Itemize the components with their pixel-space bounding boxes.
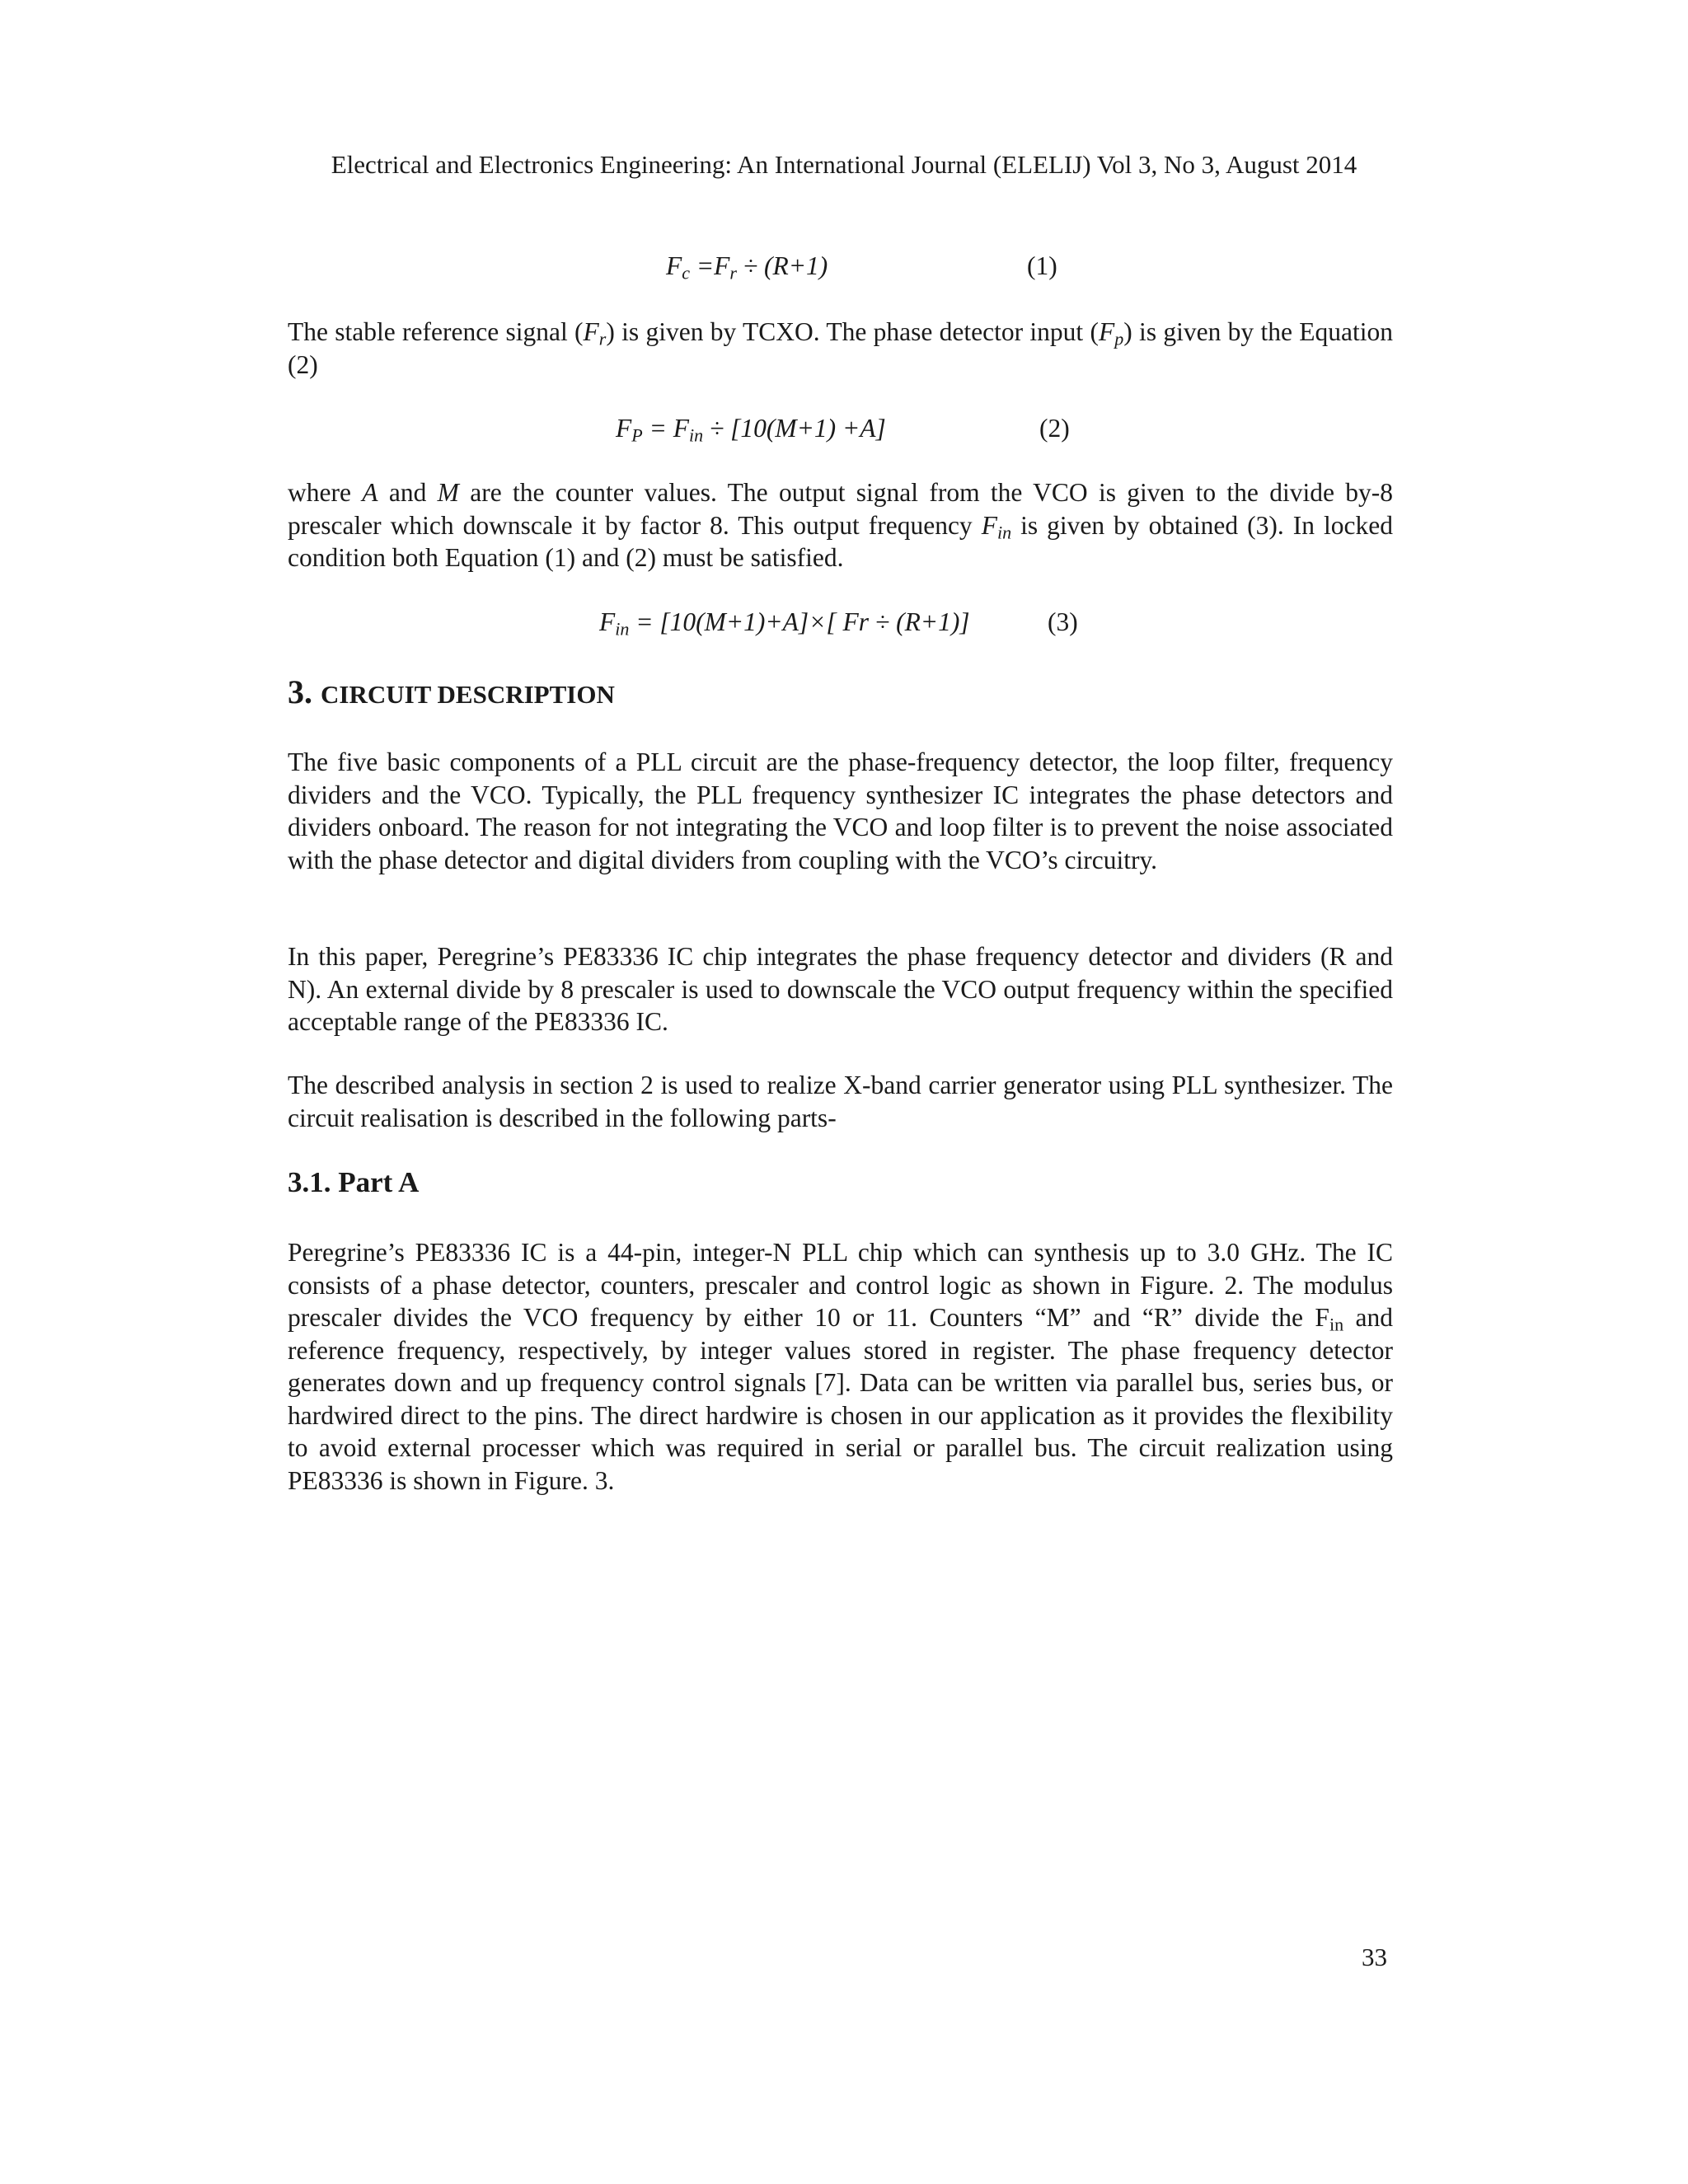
eq3-rhs: = [10(M+1)+A]×[ Fr ÷ (R+1)] (629, 607, 970, 636)
var-fr: $F_r$ (583, 317, 607, 349)
equation-3 (599, 606, 970, 639)
equation-1 (666, 250, 828, 283)
eq2-mid: = F (642, 414, 689, 443)
paragraph-pll-components: The five basic components of a PLL circuit are the phase-frequency detector, the loop filter, frequency dividers and the VCO. Typically, the PLL frequency synthesizer IC integrates the phase detectors and dividers onboard. The reason for not integrating the VCO and loop filter is to prevent the noise associated with the phase detector and digital dividers from coupling with the VCO’s circuitry. (288, 748, 1393, 874)
var-fp: $F_p$ (1098, 317, 1124, 349)
subsection-heading-part-a: 3.1. Part A (288, 1166, 420, 1198)
section-heading-circuit-description (288, 673, 615, 711)
equation-2 (616, 412, 886, 445)
p2-text-3: are the counter values. The output signal from the VCO is given to the divide by-8 prescaler which downscale it by factor 8. This output frequency (288, 478, 1394, 540)
eq2-rhs: ÷ [10(M+1) +A] (703, 414, 886, 443)
equation-1-number: (1) (1027, 251, 1057, 280)
p1-text-1: The stable reference signal ( (288, 317, 584, 346)
paragraph-pe83336-overview: In this paper, Peregrine’s PE83336 IC chip integrates the phase frequency detector and dividers (R and N). An external divide by 8 prescaler is used to downscale the VCO output frequency within the specified acceptable range of the PE83336 IC. (288, 942, 1393, 1036)
p1-text-3: ) is given by the Equation (2) (288, 317, 1393, 379)
equation-2-number: (2) (1039, 414, 1070, 443)
paragraph-counter-values (288, 476, 1393, 574)
eq1-rhs: ÷ (R+1) (737, 251, 828, 280)
var-fin: $F_{in}$ (981, 510, 1012, 542)
p1-text-2: ) is given by TCXO. The phase detector input ( (606, 317, 1099, 346)
paragraph-part-a (288, 1236, 1393, 1497)
eq1-mid: =F (690, 251, 730, 280)
eq3-lhs: F (599, 607, 616, 636)
var-m: M (437, 478, 459, 507)
p6-text-1: Peregrine’s PE83336 IC is a 44-pin, integer-N PLL chip which can synthesis up to 3.0 GHz. The IC consists of a phase detector, counters, prescaler and control logic as shown in Figure. 2. The modulus prescaler divides the VCO frequency by either 10 or 11. Counters “M” and “R” divide the F (288, 1238, 1393, 1332)
equation-3-number: (3) (1048, 607, 1078, 636)
p2-text-2: and (377, 478, 438, 507)
p6-text-2: and reference frequency, respectively, by integer values stored in register. The phase frequency detector generates down and up frequency control signals [7]. Data can be written via parallel bus, series bus, or hardwired direct to the pins. The direct hardwire is chosen in our application as it provides the flexibility to avoid external processer which was required in serial or parallel bus. The circuit realization using PE83336 is shown in Figure. 3. (288, 1303, 1394, 1495)
section-number: 3. (288, 673, 312, 710)
eq3-lhs-sub: in (615, 618, 630, 640)
var-a: A (362, 478, 378, 507)
eq1-mid-sub: r (729, 262, 738, 284)
p6-sub-in: in (1329, 1314, 1344, 1335)
eq1-lhs-sub: c (682, 262, 691, 284)
eq2-lhs-sub: P (631, 424, 643, 446)
eq2-lhs: F (616, 414, 632, 443)
eq2-mid-sub: in (688, 424, 704, 446)
p2-text-1: where (288, 478, 363, 507)
page-number: 33 (1362, 1943, 1387, 1971)
p2-text-4: is given by obtained (3). In locked condition both Equation (1) and (2) must be satisfied. (288, 510, 1393, 572)
paragraph-analysis-realisation: The described analysis in section 2 is used to realize X-band carrier generator using PLL synthesizer. The circuit realisation is described in the following parts- (288, 1071, 1393, 1132)
section-title: CIRCUIT DESCRIPTION (321, 680, 615, 709)
running-header: Electrical and Electronics Engineering: An International Journal (ELELIJ) Vol 3, No 3, August 2014 (331, 150, 1357, 179)
paragraph-reference-signal (288, 316, 1393, 381)
eq1-lhs: F (666, 251, 682, 280)
